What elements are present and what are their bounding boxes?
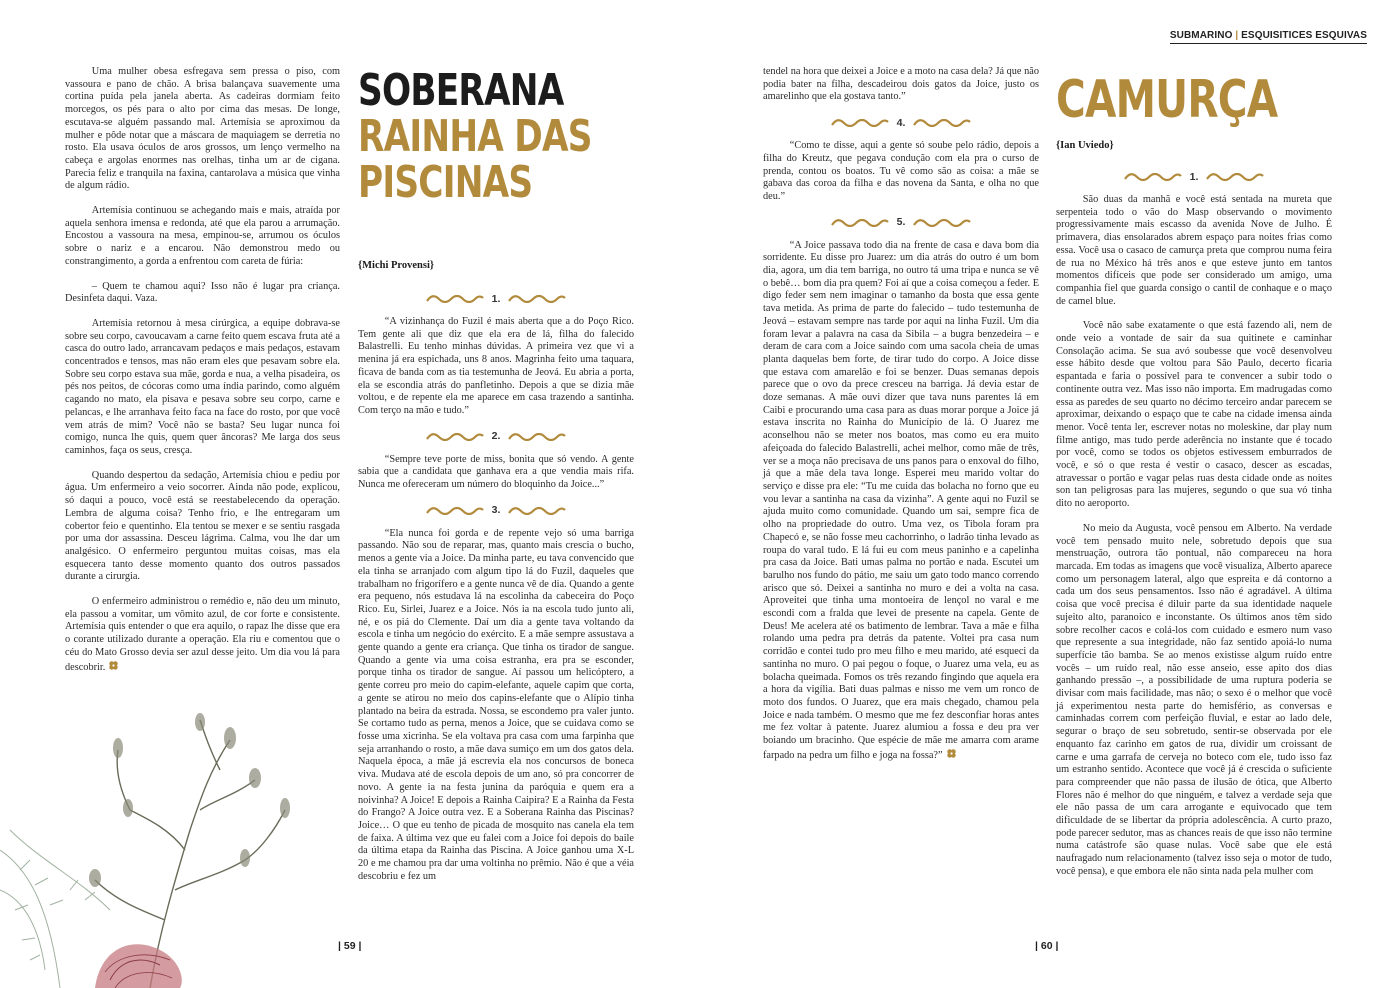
section-number: 3. <box>491 504 501 517</box>
paragraph: Uma mulher obesa esfregava sem pressa o piso, com vassoura e pano de chão. A brisa balançava suavemente uma cortina puída pela janela aberta. As cadeiras dormiam feito morcegos, os pés para o alto por cima das mesas. De longe, escutava-se alguém passando mal. Artemísia se aproximou da mulher e pôde notar que a máscara de maquiagem se derretia no rosto. Ela usava óculos de aros grossos, um lenço vermelho na cabeça e argolas enormes nas orelhas, tinha um ar de cigana. Parecia feliz e tranquila na faxina, cantarolava a música que vinha de algum rádio. <box>65 66 340 192</box>
title-line: RAINHA DAS <box>358 111 592 162</box>
story-title-camurca <box>1056 72 1277 128</box>
wave-ornament-icon <box>508 295 566 303</box>
title-line: CAMURÇA <box>1056 70 1278 130</box>
header-brand: SUBMARINO <box>1169 30 1233 41</box>
header-section: ESQUISITICES ESQUIVAS <box>1241 30 1367 41</box>
section-number: 1. <box>491 292 501 305</box>
title-line: SOBERANA <box>358 65 564 116</box>
wave-ornament-icon <box>831 119 889 127</box>
paragraph: Artemísia retornou à mesa cirúrgica, a equipe dobrava-se sobre seu corpo, cavoucavam a carne feito quem escava fruta até a casca do outro lado, arrancavam pedaços e mais pedaços, estavam concentrados e tensos, mas não eram eles que pesavam sobre ela. Sobre seu corpo estava sua mãe, gorda e nua, a velha pisadeira, os pés nos peitos, de cócoras como uma índia parindo, como alguém cagando no mato, ela pisava e pesava sobre seu corpo, carne e pelancas, e lhe arranhava feito faca na face do rosto, por que você vem atrás de mim? Você não se basta? Seu lugar nunca foi comigo, nunca lhe quis, quem quer âncoras? Me larga dos seus caminhos, faça os seus, cresça. <box>65 317 340 456</box>
story-byline: {Michi Provensi} <box>358 260 435 271</box>
paragraph: São duas da manhã e você está sentada na mureta que serpenteia todo o vão do Masp observando o movimento progressivamente mais escasso da avenida Nove de Julho. É primavera, dias ensolarados abrem espaço para noites frias como essa. Você usa o casaco de camurça preta que comprou numa feira de rua no México há três anos e que esteve junto em tantos momentos difíceis que pode ser considerado um amigo, uma companhia fiel que guarda consigo o cantil de conhaque e o maço de camel blue. <box>1056 194 1332 307</box>
paragraph: “Sempre teve porte de miss, bonita que só vendo. A gente sabia que a candidata que ganhava era a que vendia mais rifa. Nunca me ofereceram um número do bloquinho da Joice...” <box>358 453 634 491</box>
paragraph-text: O enfermeiro administrou o remédio e, não deu um minuto, ela passou a vomitar, um vômito azul, de cor forte e consistente. Artemísia quis entender o que era aquilo, o rapaz lhe disse que era o corante utilizado durante a operação. Ela riu e comentou que o céu do Mato Grosso devia ser azul desse jeito. Um dia vou lá para descobrir. <box>65 596 340 673</box>
section-heading <box>358 430 634 444</box>
wave-ornament-icon <box>1124 173 1182 181</box>
paragraph <box>65 596 340 674</box>
wave-ornament-icon <box>508 433 566 441</box>
story1-continuation-column <box>763 66 1039 765</box>
paragraph: “A vizinhança do Fuzil é mais aberta que a do Poço Rico. Tem gente ali que diz que ela era de lá, filha do falecido Balastrelli. Eu tenho minhas dúvidas. A primeira vez que vi a menina já era espichada, uns 8 anos. Magrinha feito uma taquara, ficava de banda com as tia testemunha de Jeová. Eu abria a porta, ela se escondia atrás do panfletinho. Depois a que se dizia mãe voltou, e de repente ela me aparece em casa trazendo a santinha. Com terço na mão e tudo.” <box>358 316 634 416</box>
left-text-column <box>65 66 340 677</box>
wave-ornament-icon <box>426 295 484 303</box>
page-number: | 60 | <box>1035 940 1059 952</box>
wave-ornament-icon <box>831 219 889 227</box>
section-heading <box>763 216 1039 230</box>
wave-ornament-icon <box>426 507 484 515</box>
paragraph: “Como te disse, aqui a gente só soube pelo rádio, depois a filha do Kreutz, que pegava condução com ela pra o curso de prenda, contou os boatos. Tu vê como são as coisa: a mãe se gabava das coroa da filha e das novena da Santa, e olha no que deu.” <box>763 140 1039 202</box>
section-heading <box>763 116 1039 130</box>
paragraph: Você não sabe exatamente o que está fazendo ali, nem de onde veio a vontade de sair da sua quitinete e caminhar Consolação acima. Se sua avó soubesse que você desenvolveu esse hábito desde que voltou para São Paulo, decerto ficaria espantada e faria o possível para te convencer a subir todo o continente outra vez. Mas isso não importa. Em madrugadas como essa as paredes de seu quarto no décimo terceiro andar parecem se aproximar, deixando o espaço que te cabe na cidade imensa ainda menor. Você tenta ler, escrever notas no moleskine, dar play num filme antigo, mas tudo perde aderência no instante que é tocado por você, como se todos os objetos estivessem emburrados de você, e só o que resta é vestir o casaco, descer as escadas, atravessar o portão e vagar pelas ruas desta cidade onde as noites son tan peligrosas para las mujeres, segundo o que sua vó tinha dito no aeroporto. <box>1056 320 1332 510</box>
page-59 <box>0 0 698 988</box>
page-60 <box>698 0 1397 988</box>
wave-ornament-icon <box>913 219 971 227</box>
wave-ornament-icon <box>508 507 566 515</box>
paragraph: – Quem te chamou aqui? Isso não é lugar pra criança. Desinfeta daqui. Vaza. <box>65 280 340 305</box>
paragraph: Artemísia continuou se achegando mais e mais, atraída por aquela senhora imensa e redonda, até que ela parou a arrumação. Encostou a vassoura na mesa, empinou-se, arrumou os óculos sobre o nariz e a encarou. Não demonstrou medo ou constrangimento, a gorda a enfrentou com careta de fúria: <box>65 205 340 267</box>
paragraph: Quando despertou da sedação, Artemísia chiou e pediu por água. Um enfermeiro a veio socorrer. Ainda não pode, explicou, só daqui a pouco, você está se reestabelecendo da operação. Lembra de alguma coisa? Tenho frio, e lhe entregaram um cobertor feio e quentinho. Ela tentou se mexer e se sentiu rasgada por uma dor assassina. Desceu lágrima. Calma, vou lhe dar um analgésico. O enfermeiro perguntou muitas coisas, mas ela esquecera tanto desse momento quanto dos outros passados durante a cirurgia. <box>65 469 340 583</box>
header-separator: | <box>1235 30 1239 41</box>
page-number: | 59 | <box>338 940 362 952</box>
section-heading <box>358 292 634 306</box>
story2-column <box>1056 166 1332 882</box>
section-number: 1. <box>1189 170 1199 183</box>
paragraph: No meio da Augusta, você pensou em Alberto. Na verdade você tem pensado muito nele, sobretudo depois que sua menstruação, outrora tão pontual, não compareceu na hora marcada. Em todas as imagens que você visualiza, Alberto aparece como um personagem lateral, algo que espreita e dá contorno a cada um dos seus pensamentos. Isso não é agradável. A última coisa que você precisa é diluir parte da sua identidade naquele sujeito alto, paranoico e inconstante. Os últimos anos têm sido sobre recolher cacos e colá-los com cuidado e esmero num vaso que represente a sua integridade, não faz sentido apoiá-lo numa superfície tão bamba. Se ao menos existisse algum ruído entre vocês – um ruído real, não esse anseio, esse apito dos dias ganhando pressão –, a possibilidade de uma ruptura poderia se divisar com mais facilidade, mas não; o sexo é o melhor que você já experimentou nesta parte do hemisfério, as conversas e caminhadas correm com perfeição fluvial, e estar ao lado dele, segurar o braço de seu sobretudo, sentir-se observada por ele enquanto faz carinho em gatos de rua, dividir um croissant de carne e uma garrafa de cerveja no boteco com ele, tudo isso faz um estranho sentido. Acontece que você já é crescida o suficiente para compreender que não passa de ilusão de ótica, que Alberto Flores não é melhor do que ninguém, e talvez a verdade seja que ele não passa de um cara arrogante e equivocado que tem dificuldade de se libertar da própria adolescência. A curto prazo, pode parecer sedutor, mas as chances reais de que isso não termine numa catástrofe são quase nulas. Você sabe que ele está naufragado num relacionamento (talvez isso seja o motor de tudo, você pensa), e que embora ele não sinta nada pela mulher com <box>1056 522 1332 877</box>
story-title-soberana <box>358 65 592 208</box>
paragraph: tendel na hora que deixei a Joice e a moto na casa dela? Já que não podia bater na filha, descadeirou dois gatos da Joice, justo os amarelinho que ela gostava tanto.” <box>763 66 1039 103</box>
story1-column <box>358 288 634 886</box>
paragraph-text: “A Joice passava todo dia na frente de casa e dava bom dia sorridente. Eu disse pro Juarez: um dia atrás do outro é um bom dia, agora, um dia tem barriga, no outro tá uma tripa e nunca se vê o bebê… bom dia pra quem? Foi aí que a coisa começou a feder. E digo feder sem nem imaginar o tamanho da bosta que essa gente tava metida. As prima de parte do falecido – tudo testemunha de Jeová – estavam sempre nas tarde por aqui na linha Fuzil. Um dia foram levar a palavra na casa da Sibila – a bugra benzedeira – e deram de cara com a Joice saindo com uma sacola cheia de umas planta daquelas bem forte, de tirar tudo do corpo. A Joice disse que estava com amarelão e foi se benzer. Duas semanas depois parece que o ovo da prece cresceu na barriga. Já devia estar de doze semanas. A mãe ouvi dizer que tava nuns parentes lá em Caibi e procurando uma casa para as duas morar porque a Joice já estava inscrita no Rainha do Município de lá. O Juarez me aconselhou não se meter nos boatos, mas como eu era muito afeiçoada do falecido Balastrelli, achei melhor, como mãe de três, ver se a moça não precisava de uns panos para o enxoval do filho, já que a mãe dela tava longe. Esperei meu marido voltar do serviço e disse pra ele: “Tu me cuida das bolacha no forno que eu vou levar a santinha na casa da vizinha”. A gente aqui no Fuzil se ajuda muito como comunidade. Quando um sai, sempre fica de olho na propriedade do outro. Uma vez, os Tibola foram pra Chapecó e, se não fosse meu cachorrinho, o ladrão tinha levado as roupa do varal tudo. E lá fui eu com meus paninho e a capelinha pra casa da Joice. Bati umas palma no portão e nada. Escutei um barulho nos fundo do pátio, me saiu um gato todo manco correndo arisco que só. Deixei a santinha no muro e dei a volta na casa. Aproveitei que tinha uma montoeira de lençol no varal e me escondi com a fralda que levei de presente na capela. Gente de Deus! Me acelera até os batimento de lembrar. Tava a mãe e filha rolando uma pedra pra detrás da patente. Voltei pra casa num corridão e contei tudo pro meu filho e meu marido, até esqueci da santinha no muro. O pai pegou o foque, o Juarez uma vela, eu as bolacha queimada. Fomos os três rezando fingindo que aquela era a hora da vigília. Bati duas palmas e nisso me vem um ronco de moto dos fundos. O Juarez, que era mais chegado, chamou pela Joice e nada também. O mesmo que me fez desconfiar horas antes me fez voltar à patente. Juarez alumiou a fossa e deu pra ver boiando um bracinho. Que espécie de mãe me amarra com arame farpado na pedra um filho e joga na fossa?” <box>763 239 1039 761</box>
running-header <box>1170 30 1367 44</box>
seaweed-illustration <box>0 710 350 988</box>
flower-endmark-icon <box>946 748 957 759</box>
wave-ornament-icon <box>1206 173 1264 181</box>
section-number: 2. <box>491 430 501 443</box>
title-line: PISCINAS <box>358 157 533 208</box>
paragraph: “Ela nunca foi gorda e de repente vejo só uma barriga passando. Não sou de reparar, mas, quanto mais crescia o bucho, menos a gente via a Joice. Da minha parte, eu tava convencido que ela tinha se arranjado com algum tipo lá do Fuzil, daqueles que trabalham no frigorífero e a gente nunca vê de dia. Quando a gente era pequeno, nós estudava lá na escolinha da cabeceira do Poço Rico. Eu, Sirlei, Juarez e a Joice. Nós ia na escola tudo junto ali, né, e os piá do Clemente. Daí um dia a gente tava voltando da escola e tinha um negócio do exército. E a mãe sempre assustava a gente quando a gente era criança. Que tinha os tirador de sangue. Quando a gente via uma coisa estranha, era pra se esconder, porque tinha os tirador de sangue. Aí passou um helicóptero, a gente correu pro meio do capim-elefante, aquele capim que corta, a gente se atirou no meio dos capins-elefante que o Alípio tinha plantado na beira da estrada. Nossa, se escondemo pra valer junto. Se cortamo tudo as perna, menos a Joice, que se cuidava como se fosse uma xicrinha. Se ela voltava pra casa com uma farpinha que seja arranhando o rosto, a mãe dava sumiço em um dos gatos dela. Naquela época, a mãe já escrevia ela nos concursos de boneca viva. Mudava até de escola depois de um ano, só pra concorrer de novo. A gente ia na festa junina da paróquia e quem era a noivinha? A Joice! E depois a Rainha Caipira? E a Rainha da Festa do Frango? A Joice outra vez. E a Soberana Rainha das Piscinas? Joice… O que eu tenho de picada de mosquito nas canela ela tem de faixa. A última vez que eu falei com a Joice foi depois do baile da última etapa da Rainha das Piscina. A Joice ganhou uma X-L 20 e me chamou pra dar uma voltinha no prêmio. Não é que a véia descobriu e fez um <box>358 527 634 882</box>
wave-ornament-icon <box>426 433 484 441</box>
wave-ornament-icon <box>913 119 971 127</box>
section-number: 4. <box>896 116 906 129</box>
section-heading <box>1056 170 1332 184</box>
section-heading <box>358 504 634 518</box>
flower-endmark-icon <box>108 660 119 671</box>
paragraph <box>763 240 1039 763</box>
story-byline: {Ian Uviedo} <box>1056 140 1114 151</box>
section-number: 5. <box>896 216 906 229</box>
